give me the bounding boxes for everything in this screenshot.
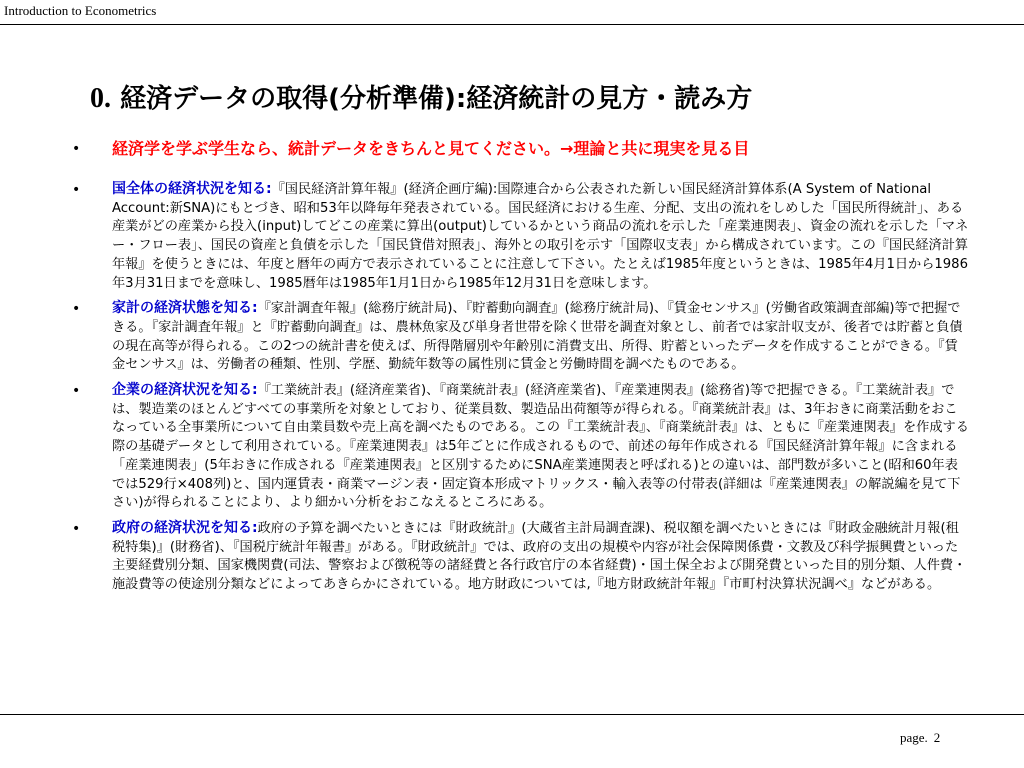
bullet-lead: 企業の経済状況を知る: (112, 382, 258, 399)
slide-number: 0. (90, 83, 111, 114)
page-number: 2 (933, 730, 941, 745)
bullet-lead: 家計の経済状態を知る: (112, 300, 258, 317)
bullet-lead: 政府の経済状況を知る: (112, 519, 258, 536)
header-divider (0, 24, 1024, 25)
bullet-marker: • (72, 520, 81, 537)
bullet-household-economy (72, 299, 970, 375)
bullet-body: 『国民経済計算年報』(経済企画庁編):国際連合から公表された新しい国民経済計算体系(A System of National Account:新SNA)にもとづき、昭和53年以降毎年発表されている。国民経済における生産、分配、支出の流れをしめした「国民所得統計」、ある産業がどの産業から投入(input)してどこの産業に算出(output)しているかという商品の流れを示した「産業連関表」、資金の流れを示した「マネー・フロー表」、国民の資産と負債を示した「国民貸借対照表」、海外との取引を示す「国際収支表」から構成されています。この『国民経済計算年報』を使うときには、年度と暦年の両方で表示されていることに注意して下さい。たとえば1985年度というときは、1985年4月1日から1986年3月31日までを意味し、1985暦年は1985年1月1日から1985年12月31日を意味します。 (112, 182, 969, 291)
bullet-marker: • (72, 383, 81, 400)
bullet-government-economy (72, 519, 970, 595)
bullet-corporate-economy (72, 381, 970, 513)
bullet-body: 『工業統計表』(経済産業省)、『商業統計表』(経済産業省)、『産業連関表』(総務省)等で把握できる。『工業統計表』では、製造業のほとんどすべての事業所を対象としており、従業員数、製造品出荷額等が得られる。『商業統計表』は、3年おきに商業活動をおこなっている全事業所について自由業員数や売上高を調べたものである。この『工業統計表』、『商業統計表』は、ともに『産業連関表』を作成する際の基礎データとして利用されている。『産業連関表』は5年ごとに作成されるもので、前述の毎年作成される『国民経済計算年報』に含まれる「産業連関表」(5年おきに作成される『産業連関表』と区別するためにSNA産業連関表と呼ばれる)との違いは、部門数が多いこと(昭和60年表では529行×408列)と、国内運賃表・商業マージン表・固定資本形成マトリックス・輸入表等の付帯表(詳細は『産業連関表』の解説編を見て下さい)が得られることにより、より細かい分析をおこなえるところにある。 (112, 383, 969, 511)
slide-title-text: 経済データの取得(分析準備):経済統計の見方・読み方 (120, 84, 753, 114)
bullet-body: 政府の予算を調べたいときには『財政統計』(大蔵省主計局調査課)、税収額を調べたいときには『財政金融統計月報(租税特集)』(財務省)、『国税庁統計年報書』がある。『財政統計』では、政府の支出の規模や内容が社会保障関係費・文教及び科学振興費といった主要経費別分類、国家機関費(司法、警察および徴税等の諸経費と各行政官庁の本省経費)・国土保全および開発費といった目的別分類、人件費・施設費等の使途別分類などによってあきらかにされている。地方財政については,『地方財政統計年報』『市町村決算状況調べ』などがある。 (112, 520, 967, 593)
footer-divider (0, 714, 1024, 715)
bullet-lead: 国全体の経済状況を知る: (112, 181, 272, 197)
bullet-marker: • (72, 301, 81, 318)
page-label: page. (900, 730, 928, 745)
bullet-national-economy (72, 180, 970, 293)
bullet-intro-text: 経済学を学ぶ学生なら、統計データをきちんと見てください。→理論と共に現実を見る目 (112, 139, 750, 158)
slide-body (72, 138, 970, 601)
bullet-marker: • (72, 182, 81, 198)
header-bar (0, 0, 1024, 24)
slide-title (90, 78, 752, 115)
page-indicator (900, 730, 940, 746)
bullet-intro (72, 138, 970, 160)
header-title: Introduction to Econometrics (4, 3, 157, 18)
bullet-marker: • (72, 141, 81, 157)
bullet-body: 『家計調査年報』(総務庁統計局)、『貯蓄動向調査』(総務庁統計局)、『賃金センサス』(労働省政策調査部編)等で把握できる。『家計調査年報』と『貯蓄動向調査』は、農林魚家及び単身者世帯を除く世帯を調査対象とし、前者では家計収支が、後者では貯蓄と負債の現在高等が得られる。この2つの統計書を使えば、所得階層別や年齢別に消費支出、所得、貯蓄といったデータを作成することができる。『賃金センサス』は、労働者の種類、性別、学歴、勤続年数等の属性別に賃金と労働時間を調べたものである。 (112, 301, 963, 373)
